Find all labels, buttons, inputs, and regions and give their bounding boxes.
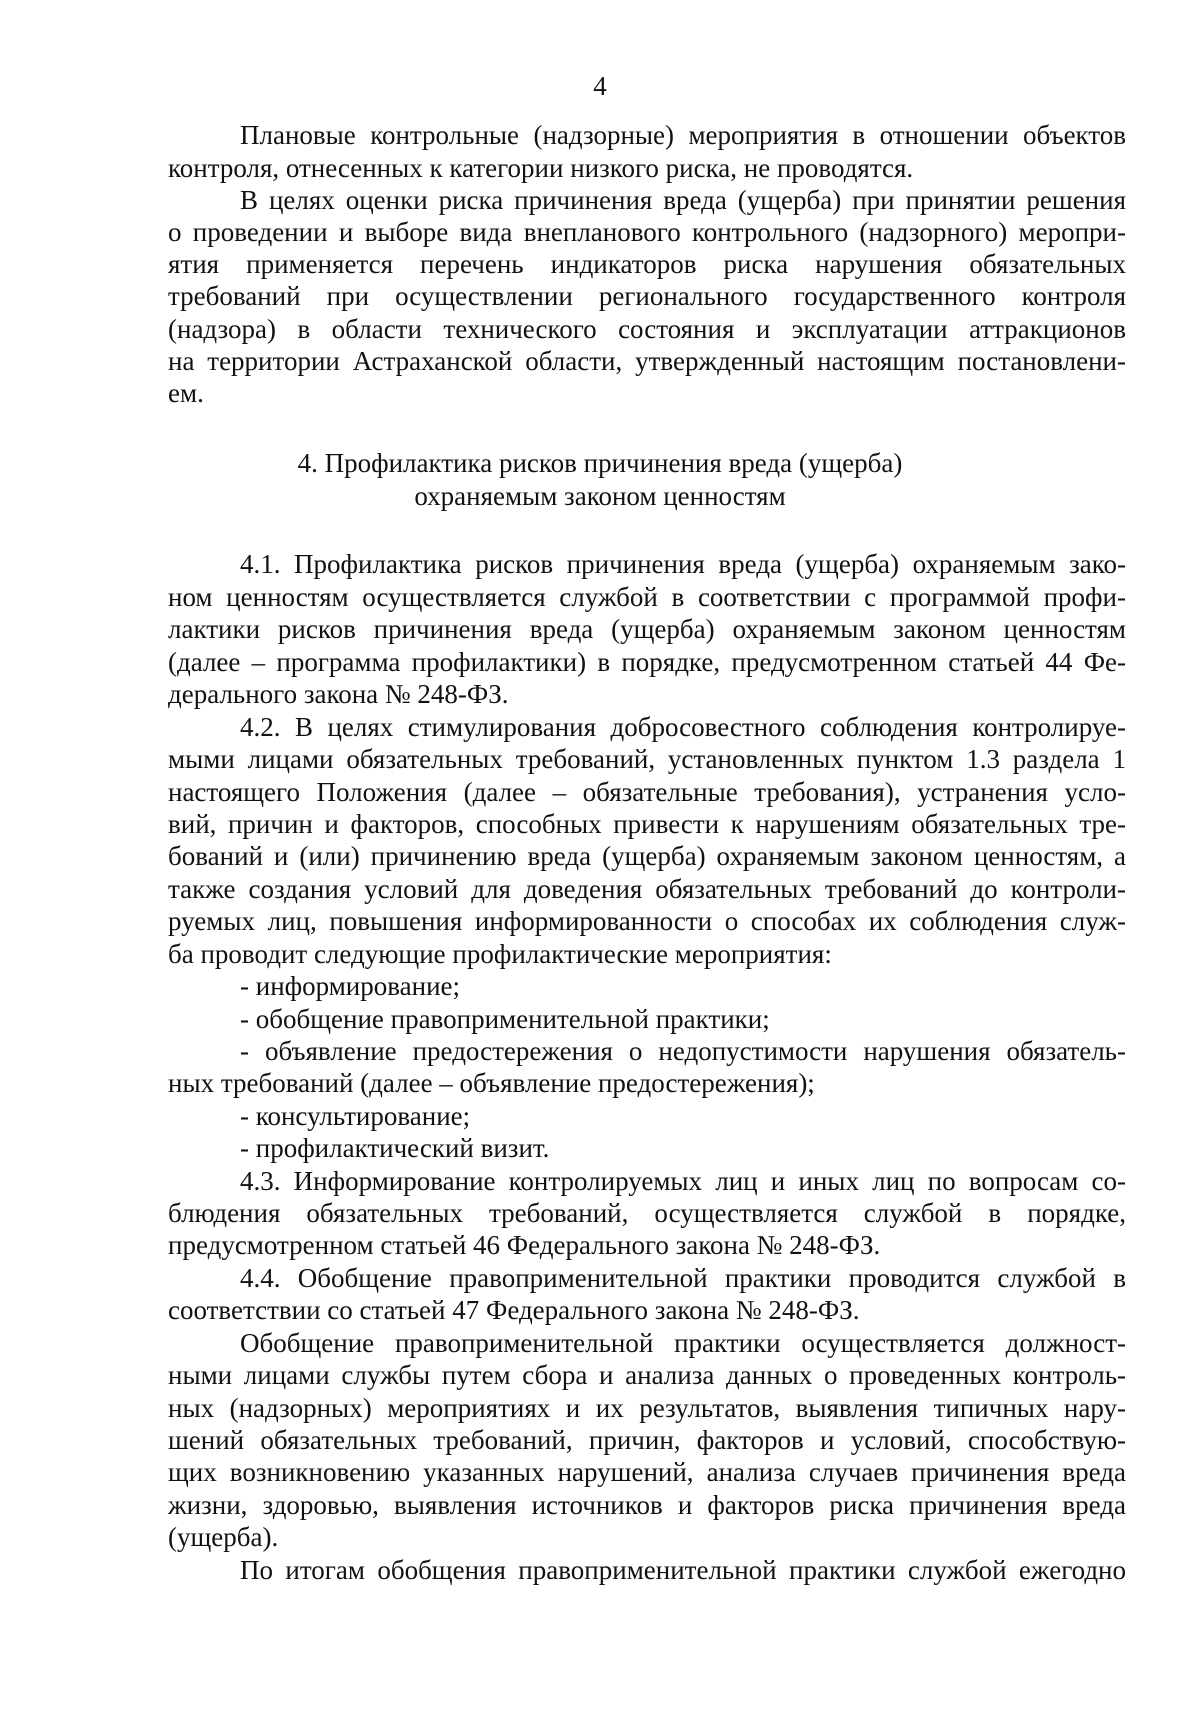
paragraph-line: 4.3. Информирование контролируемых лиц и иных лиц по вопросам со- <box>240 1166 1126 1196</box>
paragraph-line: (ущерба). <box>168 1522 279 1552</box>
paragraph-line: В целях оценки риска причинения вреда (ущерба) при принятии решения <box>240 185 1126 215</box>
paragraph-line: По итогам обобщения правоприменительной практики службой ежегодно <box>240 1555 1126 1585</box>
paragraph-line: ятия применяется перечень индикаторов риска нарушения обязательных <box>168 249 1126 279</box>
paragraph-line: руемых лиц, повышения информированности о способах их соблюдения служ- <box>168 906 1126 936</box>
paragraph-line: блюдения обязательных требований, осуществляется службой в порядке, <box>168 1198 1126 1228</box>
paragraph-line: жизни, здоровью, выявления источников и факторов риска причинения вреда <box>168 1490 1126 1520</box>
page-number: 4 <box>593 71 607 101</box>
paragraph-line: мыми лицами обязательных требований, установленных пунктом 1.3 раздела 1 <box>168 744 1126 774</box>
paragraph-line: Обобщение правоприменительной практики осуществляется должност- <box>240 1328 1126 1358</box>
list-item: - информирование; <box>240 971 461 1001</box>
paragraph-line: (надзора) в области технического состояния и эксплуатации аттракционов <box>168 314 1126 344</box>
paragraph-line: лактики рисков причинения вреда (ущерба) охраняемым законом ценностям <box>168 614 1126 644</box>
list-item: - обобщение правоприменительной практики; <box>240 1004 770 1034</box>
paragraph-line: вий, причин и факторов, способных привести к нарушениям обязательных тре- <box>168 809 1126 839</box>
paragraph-line: ных (надзорных) мероприятиях и их результатов, выявления типичных нару- <box>168 1393 1126 1423</box>
paragraph-line: (далее – программа профилактики) в порядке, предусмотренном статьей 44 Фе- <box>168 647 1126 677</box>
paragraph-line: настоящего Положения (далее – обязательные требования), устранения усло- <box>168 777 1126 807</box>
paragraph-line: предусмотренном статьей 46 Федерального закона № 248-ФЗ. <box>168 1230 881 1260</box>
paragraph-line: соответствии со статьей 47 Федерального закона № 248-ФЗ. <box>168 1295 860 1325</box>
paragraph-line: шений обязательных требований, причин, факторов и условий, способствую- <box>168 1425 1126 1455</box>
paragraph-line: требований при осуществлении регионального государственного контроля <box>168 281 1126 311</box>
paragraph-line: 4.1. Профилактика рисков причинения вреда (ущерба) охраняемым зако- <box>240 549 1126 579</box>
paragraph-line: 4.4. Обобщение правоприменительной практики проводится службой в <box>240 1263 1126 1293</box>
paragraph-line: о проведении и выборе вида внепланового контрольного (надзорного) меропри- <box>168 217 1126 247</box>
paragraph-line: ном ценностям осуществляется службой в соответствии с программой профи- <box>168 582 1126 612</box>
paragraph-line: бований и (или) причинению вреда (ущерба) охраняемым законом ценностям, а <box>168 841 1126 871</box>
list-item: - объявление предостережения о недопустимости нарушения обязатель- <box>240 1036 1126 1066</box>
list-item: - профилактический визит. <box>240 1133 550 1163</box>
paragraph-line: контроля, отнесенных к категории низкого риска, не проводятся. <box>168 153 914 183</box>
section-heading: охраняемым законом ценностям <box>414 481 786 511</box>
list-item: - консультирование; <box>240 1101 471 1131</box>
list-item: ных требований (далее – объявление предостережения); <box>168 1068 815 1098</box>
paragraph-line: дерального закона № 248-ФЗ. <box>168 679 509 709</box>
paragraph-line: ба проводит следующие профилактические мероприятия: <box>168 939 832 969</box>
paragraph-line: 4.2. В целях стимулирования добросовестного соблюдения контролируе- <box>240 712 1126 742</box>
paragraph-line: также создания условий для доведения обязательных требований до контроли- <box>168 874 1126 904</box>
paragraph-line: на территории Астраханской области, утвержденный настоящим постановлени- <box>168 346 1126 376</box>
paragraph-line: Плановые контрольные (надзорные) мероприятия в отношении объектов <box>240 120 1126 150</box>
section-heading: 4. Профилактика рисков причинения вреда (ущерба) <box>297 448 903 478</box>
paragraph-line: ем. <box>168 378 204 408</box>
paragraph-line: ными лицами службы путем сбора и анализа данных о проведенных контроль- <box>168 1360 1126 1390</box>
paragraph-line: щих возникновению указанных нарушений, анализа случаев причинения вреда <box>168 1457 1126 1487</box>
